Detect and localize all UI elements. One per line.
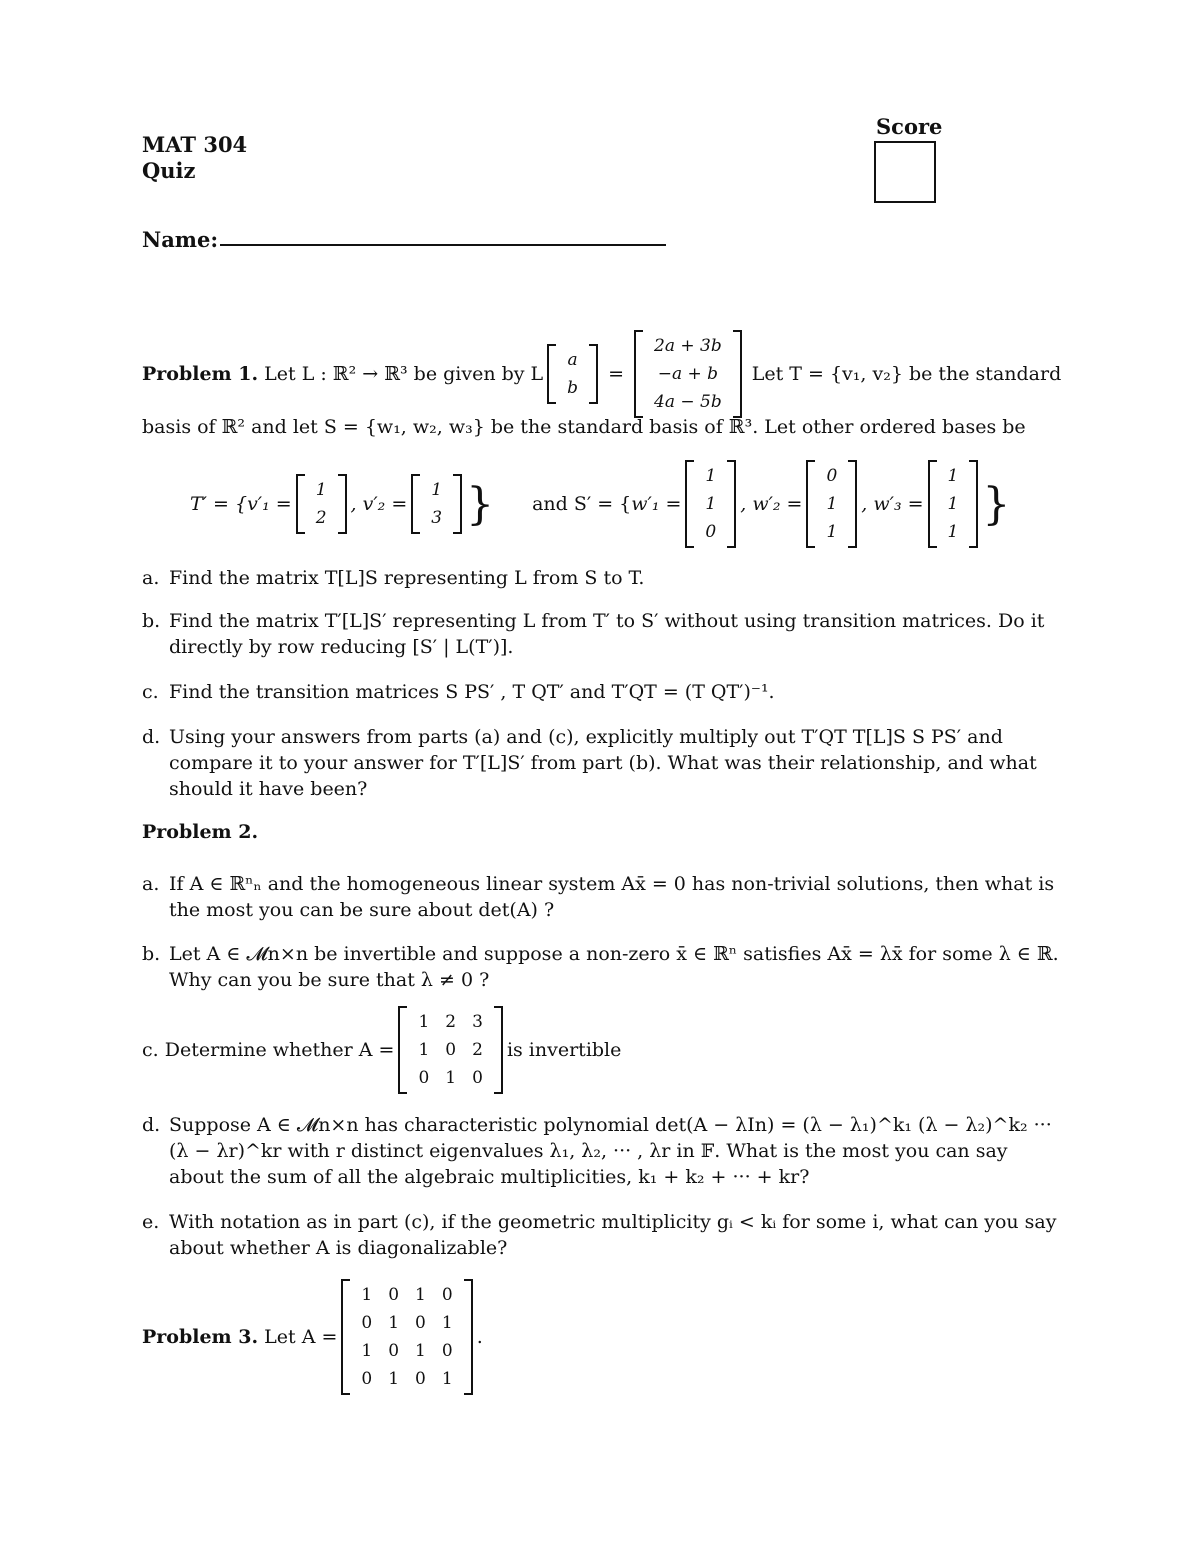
- matrix-entry: 1: [418, 1040, 430, 1060]
- part-text: If A ∈ ℝⁿₙ and the homogeneous linear system Ax̄ = 0 has non-trivial solutions, then what is the most you can be sure about det(A) ?: [169, 873, 1055, 921]
- bases-line: [190, 462, 1010, 546]
- problem1-intro: Problem 1. Let L : ℝ² → ℝ³ be given by L a b = 2a + 3b −a + b 4a − 5b Let T = {v₁, v₂} be the standard: [142, 334, 1061, 414]
- vector-entry: 1: [315, 480, 327, 500]
- matrix-entry: 0: [415, 1369, 426, 1389]
- part-text: Suppose A ∈ 𝓜n×n has characteristic polynomial det(A − λIn) = (λ − λ₁)^k₁ (λ − λ₂)^k₂ ··· (λ − λr)^kr with r distinct eigenvalues λ₁, λ₂, ··· , λr in 𝔽. What is the most you can say about the sum of all the algebraic multiplicities, k₁ + k₂ + ··· + kr?: [169, 1114, 1052, 1188]
- w1-label: w′₁ =: [631, 493, 682, 515]
- part-label: c.: [142, 681, 159, 703]
- part-label: a.: [142, 567, 160, 589]
- matrix-entry: 0: [361, 1313, 373, 1333]
- p2-part-d: [142, 1112, 1062, 1190]
- w3-vector: [928, 460, 979, 548]
- matrix-entry: 0: [418, 1068, 430, 1088]
- matrix-entry: 1: [361, 1341, 373, 1361]
- matrix-entry: 1: [415, 1341, 426, 1361]
- vector-entry: −a + b: [657, 364, 719, 384]
- output-vector: [634, 330, 742, 418]
- part-label: c.: [142, 1039, 159, 1061]
- problem3-heading: Problem 3.: [142, 1326, 259, 1348]
- w1-vector: [685, 460, 736, 548]
- problem3: [142, 1282, 483, 1392]
- matrix-entry: 2: [472, 1040, 483, 1060]
- matrix-entry: 1: [418, 1012, 430, 1032]
- sprime-close-brace: }: [982, 478, 1011, 530]
- name-label: Name:: [142, 227, 219, 252]
- part-text: Using your answers from parts (a) and (c), explicitly multiply out T′QT T[L]S S PS′ and compare it to your answer for T′[L]S′ from part (b). What was their relationship, and what should it have been?: [169, 726, 1037, 800]
- matrix-entry: 0: [415, 1313, 426, 1333]
- matrix-entry: 1: [388, 1369, 400, 1389]
- v1-label: v′₁ =: [247, 493, 292, 515]
- matrix-entry: 1: [445, 1068, 457, 1088]
- matrix-entry: 1: [361, 1285, 373, 1305]
- vector-entry: 2: [315, 508, 327, 528]
- sprime-label: and S′ = {: [532, 493, 632, 515]
- part-text: Let A ∈ 𝓜n×n be invertible and suppose a non-zero x̄ ∈ ℝⁿ satisfies Ax̄ = λx̄ for some λ ∈ ℝ. Why can you be sure that λ ≠ 0 ?: [169, 943, 1059, 991]
- vector-entry: 1: [431, 480, 443, 500]
- problem3-text: Let A =: [264, 1326, 338, 1348]
- matrix-entry: 0: [361, 1369, 373, 1389]
- vector-entry: 1: [947, 494, 959, 514]
- part-label: b.: [142, 943, 161, 965]
- score-box[interactable]: [874, 141, 936, 203]
- matrix-entry: 3: [472, 1012, 483, 1032]
- vector-entry: 1: [826, 494, 838, 514]
- problem1-intro-line2: basis of ℝ² and let S = {w₁, w₂, w₃} be the standard basis of ℝ³. Let other ordered bases be: [142, 416, 1026, 438]
- matrix-c: [398, 1006, 502, 1094]
- tprime-label: T′ = {: [190, 493, 248, 515]
- w3-label: , w′₃ =: [861, 493, 924, 515]
- quiz-title: Quiz: [142, 158, 196, 183]
- matrix-entry: 0: [441, 1341, 453, 1361]
- matrix-entry: 1: [441, 1369, 453, 1389]
- vector-entry: b: [567, 378, 579, 398]
- matrix-entry: 0: [445, 1040, 457, 1060]
- part-text-after: is invertible: [506, 1039, 622, 1061]
- v1-vector: [296, 474, 347, 534]
- v2-label: , v′₂ =: [350, 493, 408, 515]
- matrix-3: [341, 1279, 472, 1395]
- part-text: Find the transition matrices S PS′ , T QT′ and T′QT = (T QT′)⁻¹.: [169, 681, 775, 703]
- part-label: b.: [142, 610, 161, 632]
- v2-vector: [411, 474, 462, 534]
- matrix-entry: 2: [445, 1012, 457, 1032]
- p2-part-e: [142, 1209, 1062, 1261]
- problem3-end: .: [476, 1326, 483, 1348]
- name-line[interactable]: [220, 244, 666, 246]
- p1-part-c: [142, 679, 1062, 705]
- vector-entry: 0: [705, 522, 717, 542]
- part-label: d.: [142, 1114, 161, 1136]
- matrix-entry: 1: [441, 1313, 453, 1333]
- part-text: With notation as in part (c), if the geometric multiplicity gᵢ < kᵢ for some i, what can you say about whether A is diagonalizable?: [169, 1211, 1057, 1259]
- part-label: d.: [142, 726, 161, 748]
- problem2-heading: Problem 2.: [142, 821, 259, 843]
- matrix-entry: 1: [388, 1313, 400, 1333]
- vector-entry: 0: [826, 466, 838, 486]
- p2-part-b: [142, 941, 1062, 993]
- part-label: e.: [142, 1211, 160, 1233]
- part-label: a.: [142, 873, 160, 895]
- p1-part-a: [142, 565, 1062, 591]
- problem1-heading: Problem 1.: [142, 363, 259, 385]
- vector-entry: 1: [705, 494, 717, 514]
- course-code: MAT 304: [142, 132, 248, 157]
- w2-label: , w′₂ =: [740, 493, 803, 515]
- vector-entry: a: [567, 350, 578, 370]
- score-label: Score: [876, 114, 943, 139]
- vector-entry: 1: [826, 522, 838, 542]
- p2-part-a: [142, 871, 1062, 923]
- vector-entry: 1: [947, 522, 959, 542]
- vector-entry: 3: [431, 508, 443, 528]
- vector-entry: 1: [705, 466, 717, 486]
- problem1-intro-a: Let L : ℝ² → ℝ³ be given by L: [264, 363, 544, 385]
- p1-part-b: [142, 608, 1062, 660]
- tprime-close-brace: }: [466, 478, 495, 530]
- matrix-entry: 0: [441, 1285, 453, 1305]
- matrix-entry: 0: [388, 1285, 400, 1305]
- part-text: Find the matrix T[L]S representing L from S to T.: [169, 567, 645, 589]
- vector-entry: 4a − 5b: [654, 392, 722, 412]
- matrix-entry: 0: [388, 1341, 400, 1361]
- matrix-entry: 1: [415, 1285, 426, 1305]
- p1-part-d: [142, 724, 1062, 802]
- part-text-before: Determine whether A =: [164, 1039, 395, 1061]
- matrix-entry: 0: [472, 1068, 483, 1088]
- vector-entry: 2a + 3b: [654, 336, 722, 356]
- vector-entry: 1: [947, 466, 959, 486]
- part-text: Find the matrix T′[L]S′ representing L from T′ to S′ without using transition matrices. Do it directly by row reducing [S′ | L(T′)].: [169, 610, 1045, 658]
- p2-part-c: [142, 1008, 621, 1092]
- w2-vector: [806, 460, 857, 548]
- problem1-intro-b: Let T = {v₁, v₂} be the standard: [751, 363, 1062, 385]
- input-vector: [547, 344, 598, 404]
